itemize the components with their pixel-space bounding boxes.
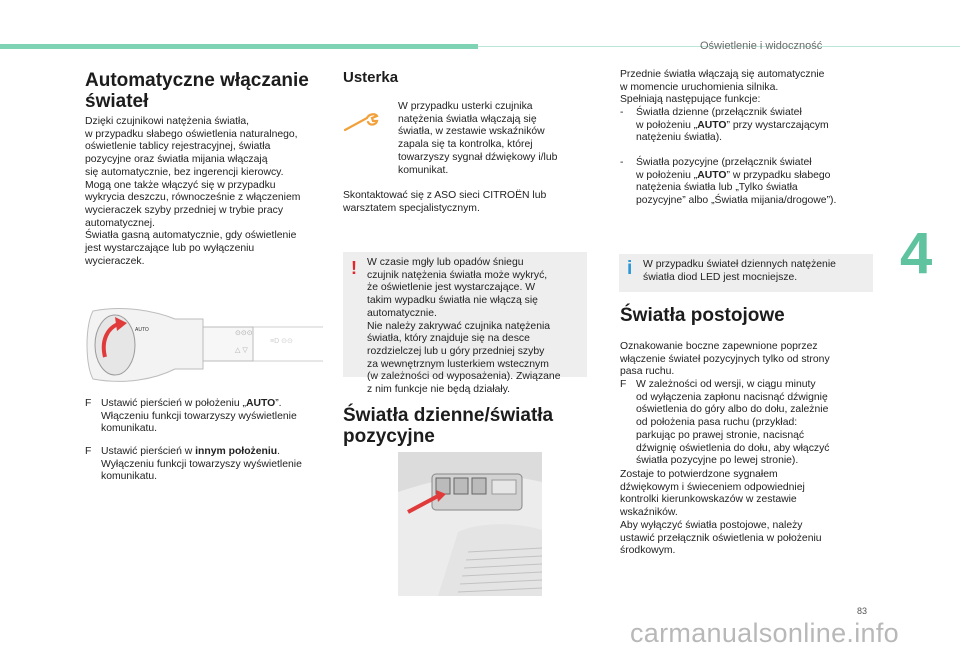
bullet-arrow-icon: F [620,379,627,390]
watermark: carmanualsonline.info [630,618,899,648]
list-item-position [620,157,872,209]
bullet-parking [620,379,872,469]
header-accent-bar [0,44,478,49]
page-number: 83 [857,606,868,616]
list-item-position-bold: AUTO [697,169,727,181]
warning-exclamation-icon: ! [351,258,357,278]
info-icon: i [627,258,633,279]
heading-fault: Usterka [343,69,399,86]
paragraph-parking-confirm: Zostaje to potwierdzone sygnałem dźwiękowym i świeceniem odpowiedniej kontrolki kierunkowskazów w zestawie wskaźników. Aby wyłączyć światła postojowe, należy ustawić przełącznik oświetlenia w położeniu środkowym. [620,469,822,557]
heading-parking-lights: Światła postojowe [620,305,785,326]
info-text: W przypadku świateł dziennych natężenie światła diod LED jest mocniejsze. [643,259,836,283]
lighting-stalk-illustration [85,305,323,388]
heading-daytime-lights: Światła dzienne/światła pozycyjne [343,405,554,447]
list-item-position-text: Światła pozycyjne (przełącznik świateł w położeniu „ [636,157,812,181]
dashboard-switch-illustration [398,452,542,596]
svg-text:△ ▽: △ ▽ [235,347,248,354]
paragraph-parking-intro: Oznakowanie boczne zapewnione poprzez włączenie świateł pozycyjnych tylko od strony pasa ruchu. [620,341,830,378]
list-item-daytime-text2: ” przy wystarczającym natężeniu światła). [636,119,829,144]
bullet-auto-on-text: Ustawić pierścień w położeniu „ [101,398,246,409]
list-item-position-text2: ” w przypadku słabego natężenia światła lub „Tylko światła pozycyjne” albo „Światła mijania/drogowe”). [636,169,837,207]
list-dash: - [620,107,624,118]
bullet-auto-on-bold: AUTO [245,398,276,409]
bullet-arrow-icon: F [85,398,92,409]
list-item-daytime-text: Światła dzienne (przełącznik świateł w położeniu „ [636,107,802,131]
bullet-auto-off-text: Ustawić pierścień w [101,446,196,457]
warning-text: W czasie mgły lub opadów śniegu czujnik natężenia światła może wykryć, że oświetlenie jest wystarczające. W takim wypadku światła nie włączą się automatycznie. Nie należy zakrywać czujnika natężenia światła, który znajduje się na desce rozdzielczej lub u góry przedniej szyby za wewnętrznym lusterkiem wstecznym (w zależności od wyposażenia). Związane z nim funkcje nie będą działały. [367,257,561,396]
bullet-auto-off-text2: . Wyłączeniu funkcji towarzyszy wyświetlenie komunikatu. [101,446,302,483]
list-item-daytime-bold: AUTO [697,119,727,131]
svg-text:AUTO: AUTO [135,327,149,333]
paragraph-daytime-intro: Przednie światła włączają się automatycznie w momencie uruchomienia silnika. Spełniają następujące funkcje: [620,69,825,106]
svg-text:⊙⊙⊙: ⊙⊙⊙ [235,330,253,337]
chapter-number: 4 [900,221,933,286]
paragraph-fault: W przypadku usterki czujnika natężenia światła włączają się światła, w zestawie wskaźników zapala się ta kontrolka, której towarzyszy sygnał dźwiękowy i/lub komunikat. [398,101,558,176]
section-header: Oświetlenie i widoczność [700,40,823,52]
bullet-auto-off-bold: innym położeniu [195,446,278,457]
bullet-auto-off [85,446,330,486]
list-item-daytime [620,107,872,157]
heading-automatic-lights: Automatyczne włączanie świateł [85,70,309,112]
wrench-warning-icon [343,112,379,134]
warning-box [343,252,587,396]
paragraph-automatic-intro: Dzięki czujnikowi natężenia światła, w przypadku słabego oświetlenia naturalnego, oświetlenie tablicy rejestracyjnej, światła pozycyjne oraz światła mijania włączają się automatycznie, bez ingerencji kierowcy. Mogą one także włączyć się w przypadku wykrycia deszczu, równocześnie z włączeniem wycieraczek szyby przedniej w trybie pracy automatycznej. Światła gasną automatycznie, gdy oświetlenie jest wystarczające lub po wyłączeniu wycieraczek. [85,116,301,267]
paragraph-contact: Skontaktować się z ASO sieci CITROËN lub warsztatem specjalistycznym. [343,190,547,214]
svg-text:≡D ⊙⊙: ≡D ⊙⊙ [270,338,293,345]
bullet-auto-on [85,398,330,438]
bullet-parking-text: W zależności od wersji, w ciągu minuty od wyłączenia zapłonu nacisnąć dźwignię oświetlenia do góry albo do dołu, zależnie od położenia pasa ruchu (przykład: parkując po prawej stronie, nacisnąć dźwignię oświetlenia do dołu, aby włączyć światła pozycyjne po lewej stronie). [636,379,830,467]
bullet-arrow-icon: F [85,446,92,457]
list-dash: - [620,157,624,168]
bullet-auto-on-text2: ”. Włączeniu funkcji towarzyszy wyświetlenie komunikatu. [101,398,297,435]
info-box [619,254,873,292]
